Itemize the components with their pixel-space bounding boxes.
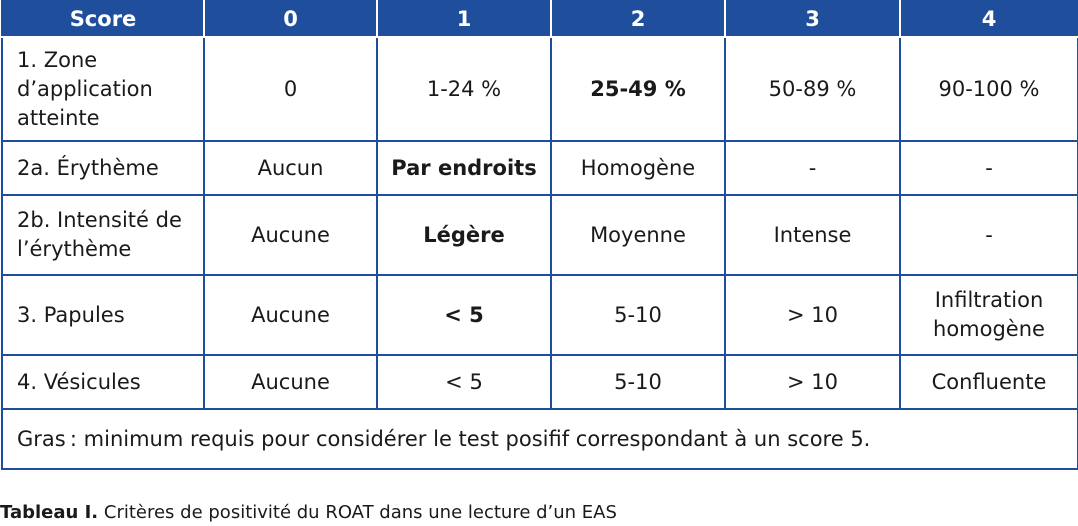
row-label-line: atteinte	[17, 105, 100, 130]
table-row	[2, 275, 1078, 355]
header-score-label: Score	[2, 1, 204, 37]
table-row	[2, 141, 1078, 195]
table-cell-minimum: 25-49 %	[551, 37, 725, 141]
row-label	[2, 355, 204, 409]
table-cell: 5-10	[551, 355, 725, 409]
row-label	[2, 141, 204, 195]
header-score-2: 2	[551, 1, 725, 37]
caption-text: Critères de positivité du ROAT dans une lecture d’un EAS	[103, 502, 617, 523]
table-note: Gras : minimum requis pour considérer le test posifif correspondant à un score 5.	[2, 409, 1078, 469]
table-cell: Aucune	[204, 355, 377, 409]
header-score-1: 1	[377, 1, 551, 37]
table-row	[2, 355, 1078, 409]
table-cell: Moyenne	[551, 195, 725, 275]
table-cell: 1-24 %	[377, 37, 551, 141]
row-label-line: 2b. Intensité de	[17, 208, 182, 232]
table-row	[2, 37, 1078, 141]
table-cell: Aucun	[204, 141, 377, 195]
table-cell: 90-100 %	[900, 37, 1078, 141]
header-score-3: 3	[725, 1, 900, 37]
table-cell: > 10	[725, 275, 900, 355]
row-label-line: d’application	[17, 76, 153, 101]
table-cell: < 5	[377, 355, 551, 409]
table-cell: Aucune	[204, 195, 377, 275]
table-note-row	[2, 409, 1078, 469]
table-row	[2, 195, 1078, 275]
row-label	[2, 195, 204, 275]
row-label-line: 3. Papules	[17, 302, 125, 327]
table-cell-minimum: < 5	[377, 275, 551, 355]
table-header-row	[2, 1, 1078, 37]
row-label-line: 4. Vésicules	[17, 369, 141, 394]
table-cell: Confluente	[900, 355, 1078, 409]
table-cell: > 10	[725, 355, 900, 409]
row-label-line: 1. Zone	[17, 47, 98, 72]
table-cell: -	[725, 141, 900, 195]
table-cell: -	[900, 195, 1078, 275]
table-cell: Infiltration homogène	[900, 275, 1078, 355]
table-cell: 5-10	[551, 275, 725, 355]
table-cell: Intense	[725, 195, 900, 275]
header-score-4: 4	[900, 1, 1078, 37]
table-cell: Aucune	[204, 275, 377, 355]
table-cell: 0	[204, 37, 377, 141]
row-label	[2, 275, 204, 355]
table-cell: -	[900, 141, 1078, 195]
table-cell-minimum: Légère	[377, 195, 551, 275]
table-cell: 50-89 %	[725, 37, 900, 141]
table-caption	[0, 500, 617, 526]
row-label	[2, 37, 204, 141]
caption-label: Tableau I.	[0, 502, 99, 523]
table-cell-minimum: Par endroits	[377, 141, 551, 195]
table-cell: Homogène	[551, 141, 725, 195]
score-table	[1, 0, 1078, 470]
row-label-line: 2a. Érythème	[17, 155, 159, 180]
row-label-line: l’érythème	[17, 237, 132, 261]
header-score-0: 0	[204, 1, 377, 37]
